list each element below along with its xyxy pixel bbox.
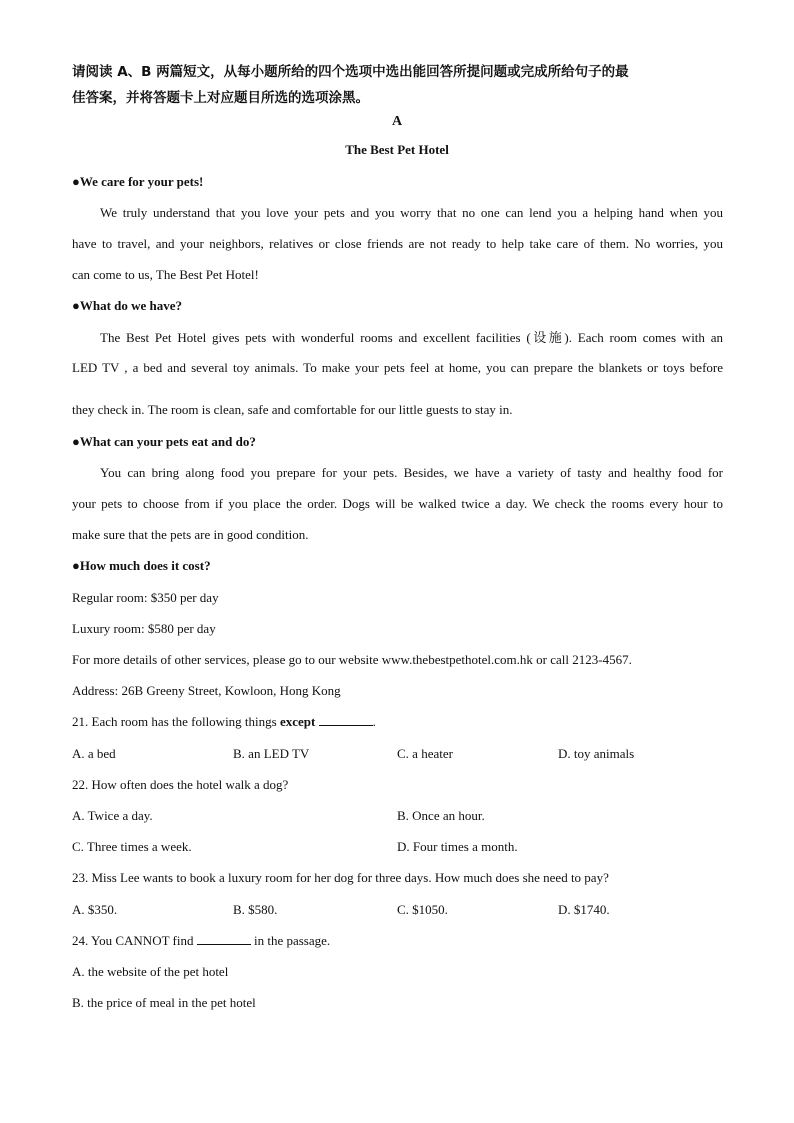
option-a: A. a bed xyxy=(72,746,116,761)
answer-blank xyxy=(197,932,251,945)
paragraph-line: can come to us, The Best Pet Hotel! xyxy=(72,267,259,282)
section-label: A xyxy=(391,114,403,129)
section-heading: ●We care for your pets! xyxy=(72,174,204,189)
instructions-line-2: 佳答案，并将答题卡上对应题目所选的选项涂黑。 xyxy=(72,90,369,106)
option-a: A. Twice a day. xyxy=(72,808,153,823)
question-23-stem: 23. Miss Lee wants to book a luxury room for her dog for three days. How much does she need to pay? xyxy=(72,870,609,885)
question-22-stem: 22. How often does the hotel walk a dog? xyxy=(72,777,289,792)
instructions-line-1: 请阅读 A、B 两篇短文，从每小题所给的四个选项中选出能回答所提问题或完成所给句子的最 xyxy=(72,64,629,80)
option-a: A. the website of the pet hotel xyxy=(72,964,229,979)
paragraph-line: LED TV , a bed and several toy animals. To make your pets feel at home, you can prepare the blankets or toys before xyxy=(72,360,723,375)
option-d: D. Four times a month. xyxy=(397,839,518,854)
option-b: B. the price of meal in the pet hotel xyxy=(72,995,256,1010)
section-heading: ●What do we have? xyxy=(72,298,183,313)
question-stem-emphasis: except xyxy=(279,714,316,729)
question-stem-text: 24. You CANNOT find xyxy=(72,933,197,948)
option-b: B. Once an hour. xyxy=(397,808,485,823)
option-b: B. $580. xyxy=(233,902,278,917)
price-regular: Regular room: $350 per day xyxy=(72,590,219,605)
paragraph-line: You can bring along food you prepare for your pets. Besides, we have a variety of tasty and healthy food for xyxy=(100,465,723,480)
option-b: B. an LED TV xyxy=(233,746,310,761)
paragraph-line: have to travel, and your neighbors, relatives or close friends are not ready to help take care of them. No worries, you xyxy=(72,236,723,251)
paragraph-line: The Best Pet Hotel gives pets with wonderful rooms and excellent facilities (设施). Each room comes with an xyxy=(100,330,723,345)
option-c: C. Three times a week. xyxy=(72,839,192,854)
question-24-stem xyxy=(72,932,330,950)
option-d: D. toy animals xyxy=(558,746,635,761)
paragraph-line: We truly understand that you love your pets and you worry that no one can lend you a helping hand when you xyxy=(100,205,723,220)
address: Address: 26B Greeny Street, Kowloon, Hong Kong xyxy=(72,683,341,698)
price-luxury: Luxury room: $580 per day xyxy=(72,621,216,636)
answer-blank xyxy=(319,713,373,726)
paragraph-line: they check in. The room is clean, safe and comfortable for our little guests to stay in. xyxy=(72,402,513,417)
question-stem-text: . xyxy=(372,714,376,729)
option-c: C. $1050. xyxy=(397,902,448,917)
article-title: The Best Pet Hotel xyxy=(345,142,449,157)
option-a: A. $350. xyxy=(72,902,118,917)
paragraph-line: your pets to choose from if you place the order. Dogs will be walked twice a day. We check the rooms every hour to xyxy=(72,496,723,511)
contact-details: For more details of other services, please go to our website www.thebestpethotel.com.hk or call 2123-4567. xyxy=(72,652,632,667)
option-c: C. a heater xyxy=(397,746,453,761)
section-heading: ●What can your pets eat and do? xyxy=(72,434,256,449)
option-d: D. $1740. xyxy=(558,902,610,917)
section-heading: ●How much does it cost? xyxy=(72,558,211,573)
question-stem-text: in the passage. xyxy=(250,933,331,948)
paragraph-line: make sure that the pets are in good condition. xyxy=(72,527,309,542)
question-21-stem xyxy=(72,713,376,731)
question-stem-text: 21. Each room has the following things xyxy=(72,714,280,729)
